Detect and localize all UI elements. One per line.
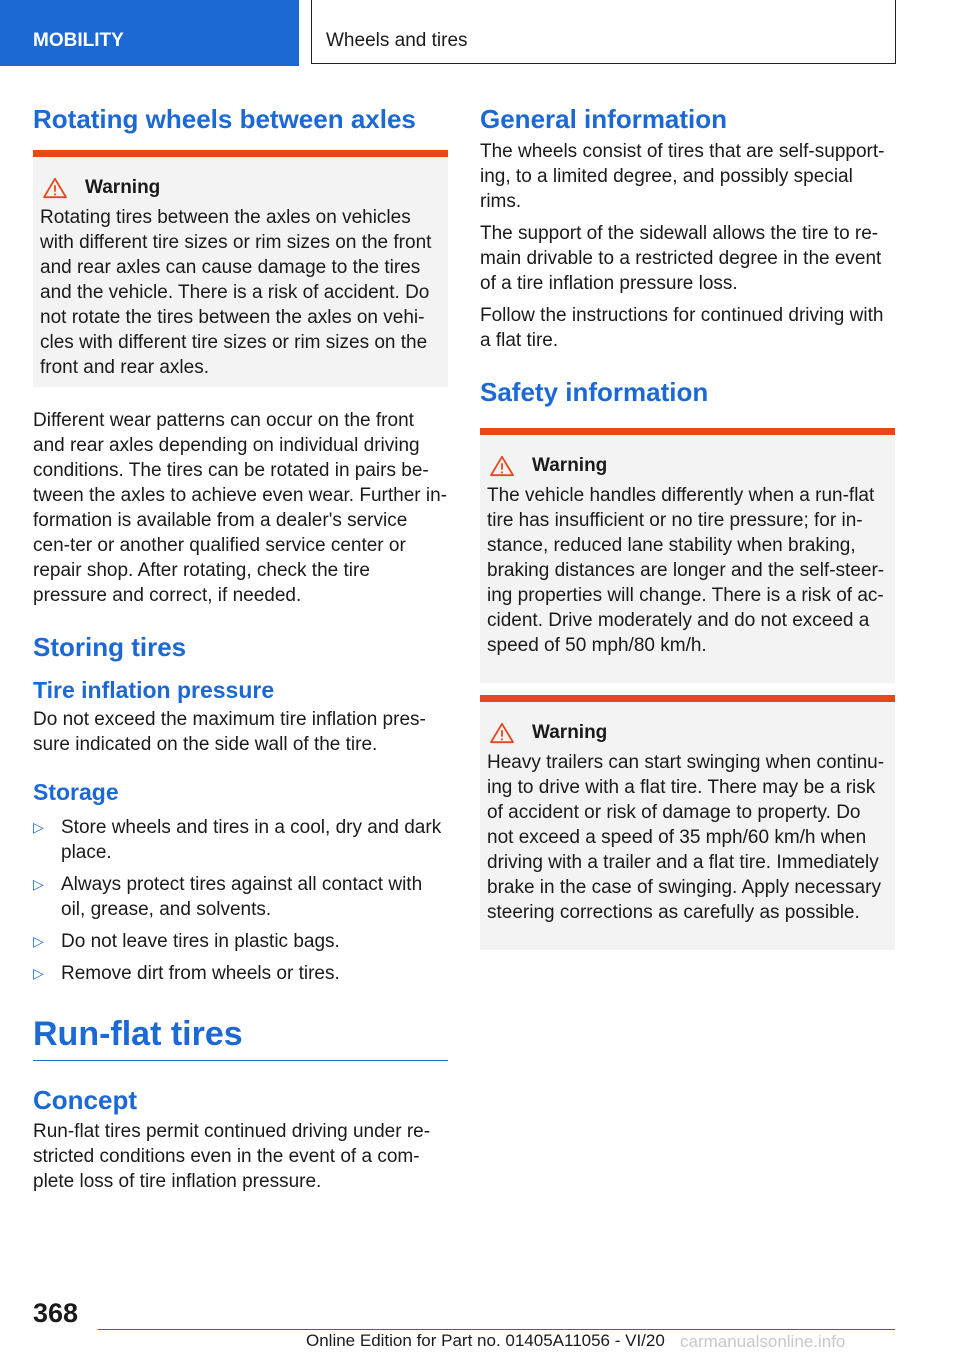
list-item-text: Store wheels and tires in a cool, dry and dark place. [61, 816, 442, 863]
warning-header [487, 722, 887, 744]
heading-storing-tires: Storing tires [33, 632, 187, 663]
list-item [33, 929, 448, 954]
warning-text: Rotating tires between the axles on vehicles with different tire sizes or rim sizes on the front and rear axles can cause damage to the tires and the vehicle. There is a risk of accident. Do not rotate the tires between the axles on vehi-cles with different tire sizes or rim sizes on the front and rear axles. [40, 207, 432, 379]
page-number: 368 [33, 1298, 79, 1328]
general-p1: The wheels consist of tires that are self-support-ing, to a limited degree, and possibly special rims. [480, 141, 885, 213]
footer-rule [98, 1329, 895, 1330]
general-p3: Follow the instructions for continued driving with a flat tire. [480, 305, 884, 352]
list-item [33, 815, 448, 865]
warning-header [40, 177, 440, 199]
triangle-right-icon: ▷ [33, 932, 44, 949]
warning-triangle-icon [488, 455, 516, 477]
storage-list [33, 815, 448, 986]
warning-title: Warning [532, 722, 608, 744]
concept-text: Run-flat tires permit continued driving under re-stricted conditions even in the event of a com-plete loss of tire inflation pressure. [33, 1120, 431, 1192]
list-item [33, 961, 448, 986]
warning-title: Warning [85, 177, 161, 199]
heading-run-flat-tires: Run-flat tires [33, 1014, 243, 1053]
triangle-right-icon: ▷ [33, 818, 44, 835]
heading-storage: Storage [33, 778, 119, 805]
page-header [0, 0, 960, 66]
section-tab[interactable]: MOBILITY [0, 0, 299, 66]
triangle-right-icon: ▷ [33, 875, 44, 892]
warning-text: Heavy trailers can start swinging when continu-ing to drive with a flat tire. There may be a risk of accident or risk of damage to property. Do not exceed a speed of 35 mph/60 km/h when driving with a trailer and a flat tire. Immediately brake in the case of swinging. Apply necessary steering corrections as carefully as possible. [487, 752, 885, 924]
watermark: carmanualsonline.info [680, 1332, 846, 1351]
section-rule [33, 1060, 448, 1061]
warning-triangle-icon [488, 722, 516, 744]
heading-concept: Concept [33, 1085, 137, 1116]
list-item [33, 872, 448, 922]
heading-tire-inflation-pressure: Tire inflation pressure [33, 677, 275, 704]
list-item-text: Do not leave tires in plastic bags. [61, 930, 340, 952]
rotating-body: Different wear patterns can occur on the front and rear axles depending on individual driving conditions. The tires can be rotated in pairs be-tween the axles to achieve even wear. Further in-formation is available from a dealer's service cen-ter or another qualified service center or repair shop. After rotating, check the tire pressure and correct, if needed. [33, 410, 448, 607]
pressure-text: Do not exceed the maximum tire inflation pres-sure indicated on the side wall of the tire. [33, 708, 426, 755]
left-column [33, 100, 448, 1194]
list-item-text: Always protect tires against all contact with oil, grease, and solvents. [61, 873, 423, 920]
list-item-text: Remove dirt from wheels or tires. [61, 962, 340, 984]
heading-general-information: General information [480, 104, 728, 134]
warning-box-trailer [480, 695, 895, 950]
heading-rotating-wheels: Rotating wheels between axles [33, 104, 416, 134]
footer-edition: Online Edition for Part no. 01405A11056 - VI/20 [306, 1331, 665, 1350]
warning-text: The vehicle handles differently when a run-flat tire has insufficient or no tire pressure; for in-stance, reduced lane stability when braking, braking distances are longer and the self-steer-ing properties will change. There is a risk of ac-cident. Drive moderately and do not exceed a speed of 50 mph/80 km/h. [487, 485, 885, 657]
triangle-right-icon: ▷ [33, 964, 44, 981]
warning-triangle-icon [41, 177, 69, 199]
warning-title: Warning [532, 455, 608, 477]
warning-header [487, 455, 887, 477]
chapter-title: Wheels and tires [311, 0, 896, 64]
warning-box-runflat-handling [480, 428, 895, 683]
right-column [480, 100, 895, 950]
warning-box-rotating [33, 150, 448, 387]
general-p2: The support of the sidewall allows the tire to re-main drivable to a restricted degree in the event of a tire inflation pressure loss. [480, 223, 882, 295]
heading-safety-information: Safety information [480, 377, 709, 408]
